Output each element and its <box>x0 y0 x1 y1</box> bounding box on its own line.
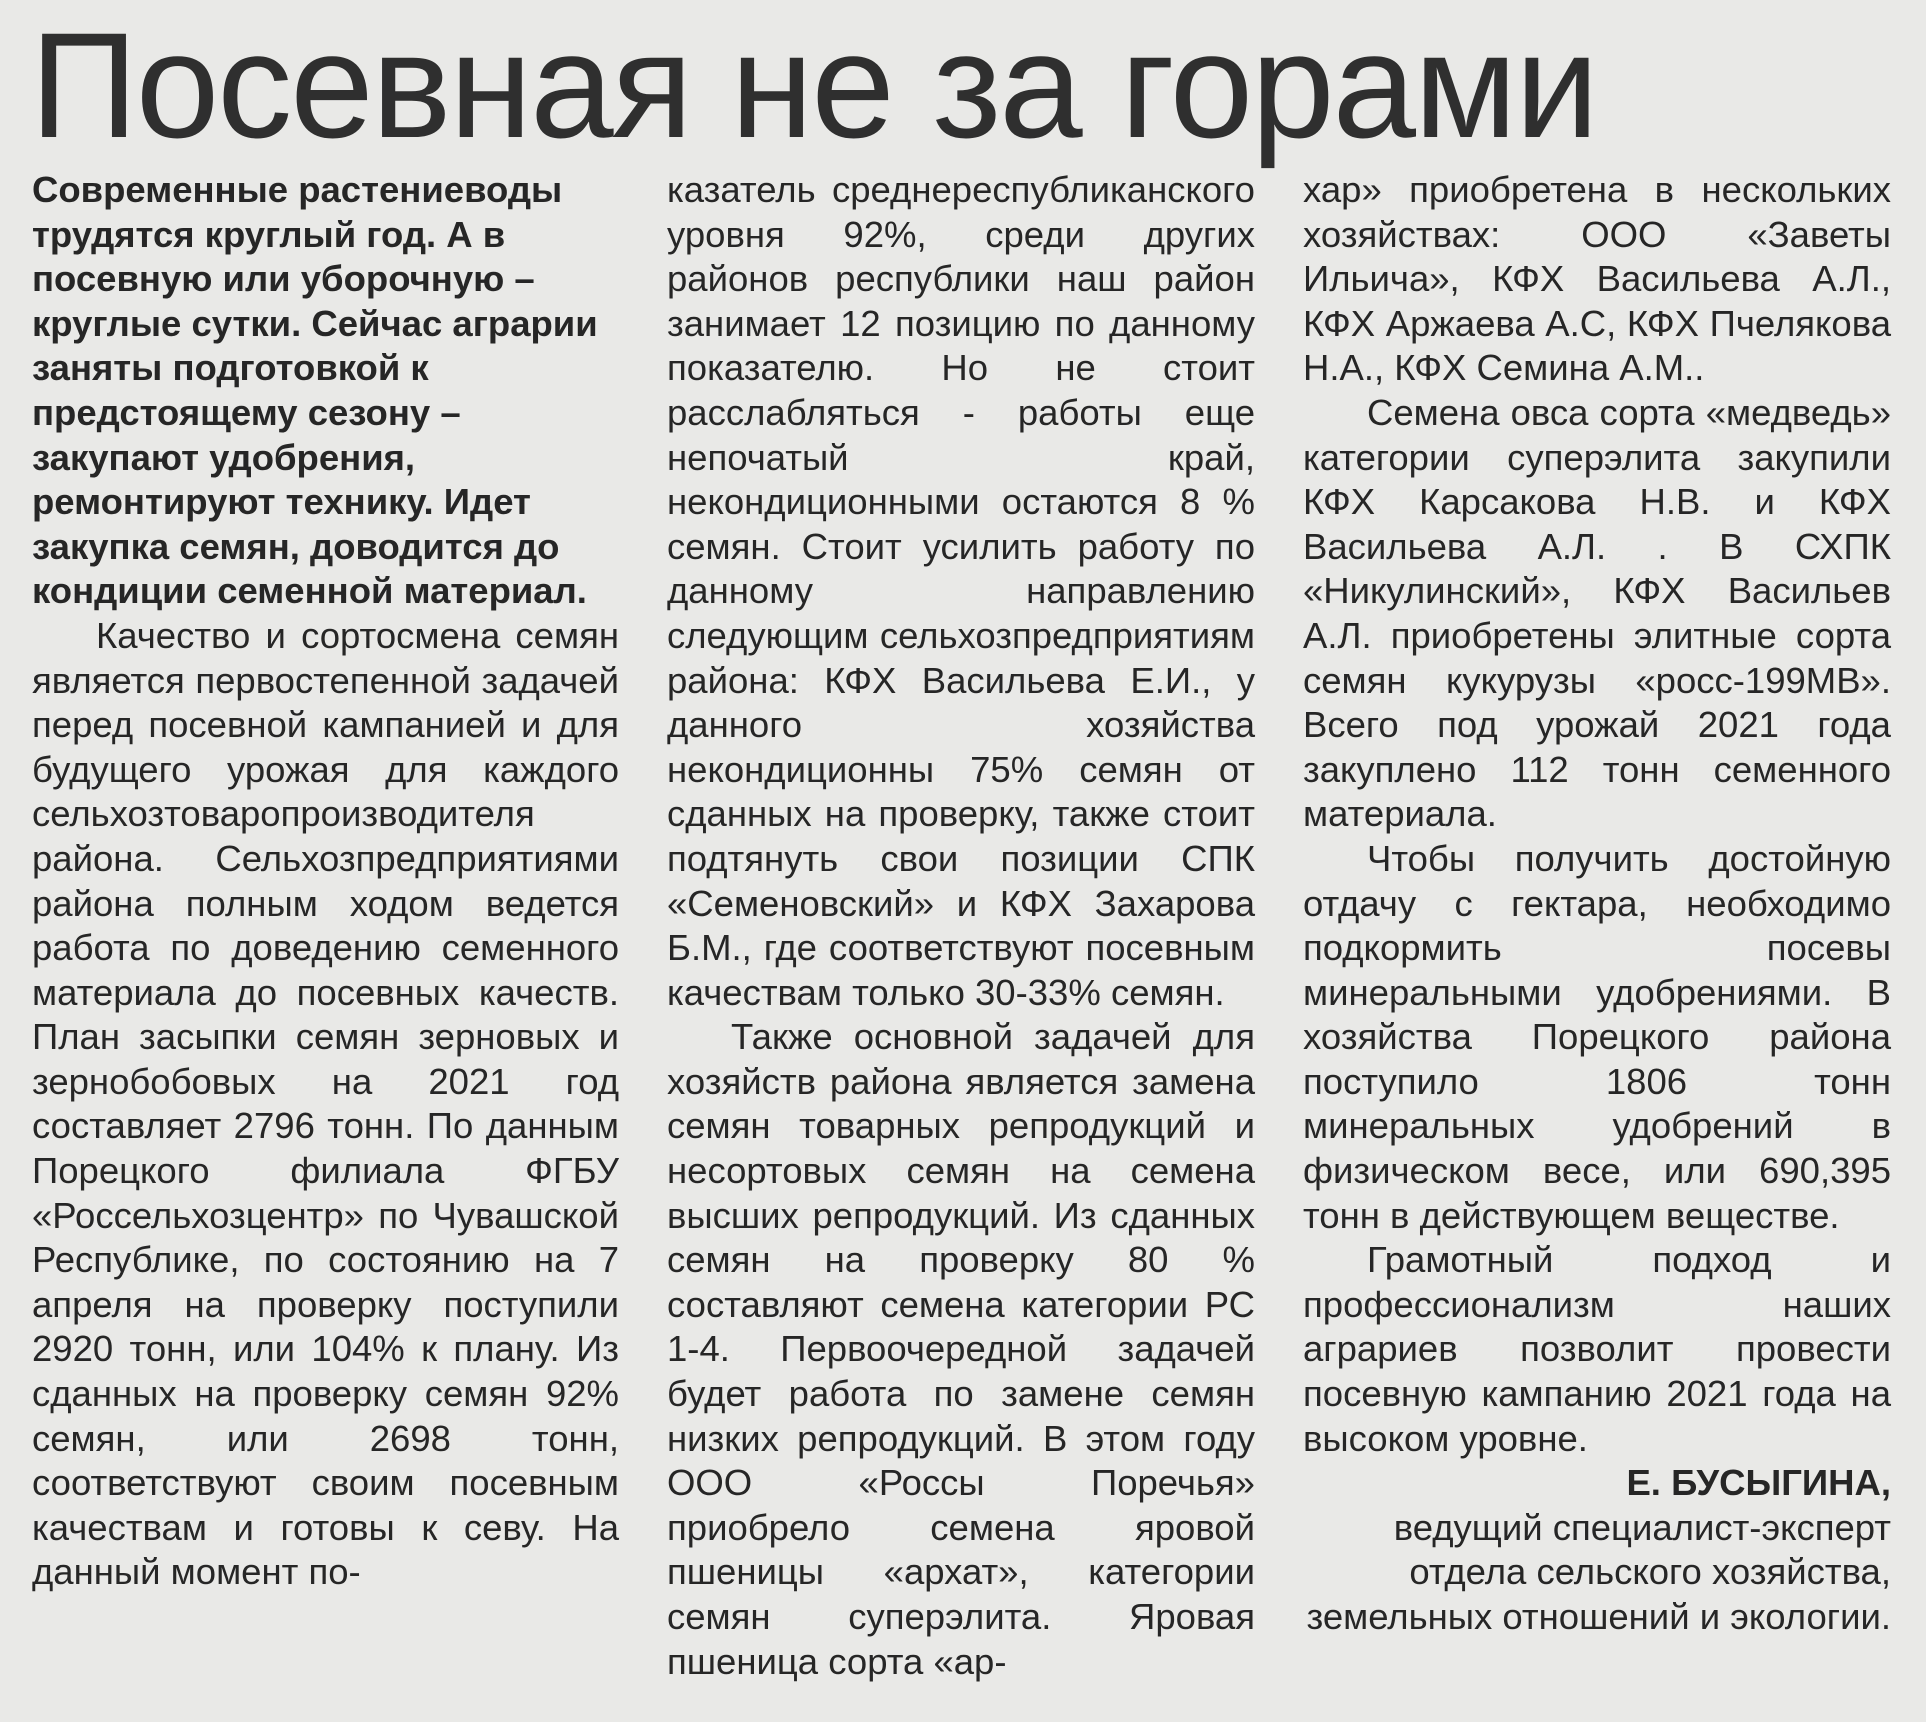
article-column-1 <box>32 168 619 1595</box>
article-lead: Современные растениеводы трудятся круглый год. А в посевную или уборочную – круглые сутки. Сейчас аграрии заняты подготовкой к предстоящему сезону – закупают удобрения, ремонтируют технику. Идет закупка семян, доводится до кондиции семенной материал. <box>32 169 598 612</box>
article-paragraph: Семена овса сорта «медведь» категории суперэлита закупили КФХ Карсакова Н.В. и КФХ Васильева А.Л. . В СХПК «Никулинский», КФХ Васильев А.Л. приобретены элитные сорта семян кукурузы «росс-199МВ». Всего под урожай 2021 года закуплено 112 тонн семенного материала. <box>1303 391 1891 835</box>
article-author: Е. БУСЫГИНА, <box>1626 1462 1891 1504</box>
article-column-2 <box>667 168 1255 1684</box>
author-position: ведущий специалист-эксперт отдела сельского хозяйства, земельных отношений и экологии. <box>1306 1506 1891 1637</box>
article-paragraph: Также основной задачей для хозяйств района является замена семян товарных репродукций и несортовых семян на семена высших репродукций. Из сданных семян на проверку 80 % составляют семена категории РС 1-4. Первоочередной задачей будет работа по замене семян низких репродукций. В этом году ООО «Россы Поречья» приобрело семена яровой пшеницы «архат», категории семян суперэлита. Яровая пшеница сорта «ар- <box>667 1016 1255 1682</box>
article-paragraph: Грамотный подход и профессионализм наших аграриев позволит провести посевную кампанию 2021 года на высоком уровне. <box>1303 1239 1891 1459</box>
article-headline: Посевная не за горами <box>30 1 1597 169</box>
article-paragraph: хар» приобретена в нескольких хозяйствах: ООО «Заветы Ильича», КФХ Васильева А.Л., КФХ Аржаева А.С, КФХ Пчелякова Н.А., КФХ Семина А.М.. <box>1303 169 1891 389</box>
article-paragraph: Чтобы получить достойную отдачу с гектара, необходимо подкормить посевы минеральными удобрениями. В хозяйства Порецкого района поступило 1806 тонн минеральных удобрений в физическом весе, или 690,395 тонн в действующем веществе. <box>1303 837 1891 1236</box>
article-paragraph: казатель среднереспубликанского уровня 92%, среди других районов республики наш район занимает 12 позицию по данному показателю. Но не стоит расслабляться - работы еще непочатый край, некондиционными остаются 8 % семян. Стоит усилить работу по данному направлению следующим сельхозпредприятиям района: КФХ Васильева Е.И., у данного хозяйства некондиционны 75% семян от сданных на проверку, также стоит подтянуть свои позиции СПК «Семеновский» и КФХ Захарова Б.М., где соответствуют посевным качествам только 30-33% семян. <box>667 169 1255 1013</box>
article-column-3 <box>1303 168 1891 1640</box>
article-paragraph: Качество и сортосмена семян является первостепенной задачей перед посевной кампанией и для будущего урожая для каждого сельхозтоваропроизводителя района. Сельхозпредприятиями района полным ходом ведется работа по доведению семенного материала до посевных качеств. План засыпки семян зерновых и зернобобовых на 2021 год составляет 2796 тонн. По данным Порецкого филиала ФГБУ «Россельхозцентр» по Чувашской Республике, по состоянию на 7 апреля на проверку поступили 2920 тонн, или 104% к плану. Из сданных на проверку семян 92% семян, или 2698 тонн, соответствуют своим посевным качествам и готовы к севу. На данный момент по- <box>32 614 619 1593</box>
